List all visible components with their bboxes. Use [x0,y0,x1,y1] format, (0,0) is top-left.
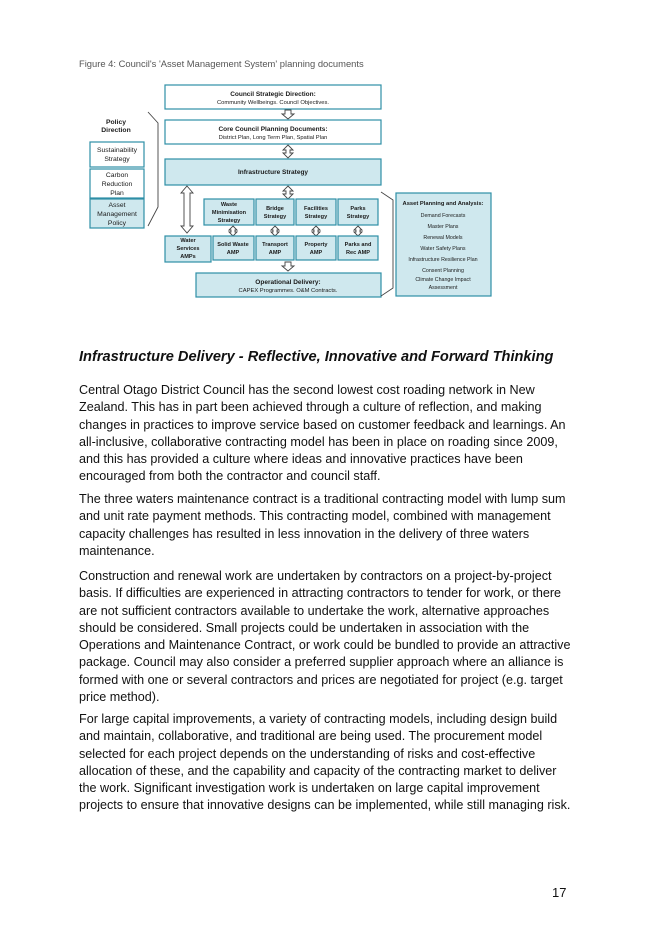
svg-text:Facilities: Facilities [304,206,328,212]
policy-direction-title: Policy [105,119,127,126]
paragraph: The three waters maintenance contract is a traditional contracting model with lump sum and unit rate payment methods. This contracting model, combined with management capacity challenges has resulted in less innovation in the delivery of three waters maintenance. [79,492,566,558]
svg-text:Parks: Parks [350,206,366,212]
svg-text:AMP: AMP [309,250,323,256]
svg-text:Waste: Waste [220,202,238,208]
figure-caption: Figure 4: Council's 'Asset Management System' planning documents [79,58,364,69]
carbon-reduction-plan-box [90,169,144,198]
svg-text:Climate Change Impact: Climate Change Impact [415,277,471,283]
svg-text:Master Plans: Master Plans [427,224,459,230]
water-services-amps-box [165,236,211,262]
asset-planning-title: Asset Planning and Analysis: [402,201,484,207]
core-planning-subtitle: District Plan, Long Term Plan, Spatial Plan [218,135,328,141]
svg-text:Water Safety Plans: Water Safety Plans [420,246,466,252]
strategic-direction-title: Council Strategic Direction: [230,91,316,98]
core-planning-title: Core Council Planning Documents: [218,126,328,133]
svg-text:AMP: AMP [268,250,282,256]
double-arrow-icon [283,145,293,158]
strategic-direction-subtitle: Community Wellbeings. Council Objectives. [216,100,330,106]
asset-management-policy-box [90,199,144,228]
down-arrow-icon [282,110,294,119]
parks-rec-amp-box [338,236,378,260]
double-arrow-icon [312,226,320,236]
policy-bracket [148,112,158,226]
svg-text:Parks and: Parks and [344,242,372,248]
svg-text:Renewal Models: Renewal Models [423,235,463,241]
double-arrow-icon [354,226,362,236]
asset-management-diagram [0,0,645,340]
double-arrow-icon [283,186,293,199]
svg-text:Strategy: Strategy [346,214,370,220]
svg-text:Strategy: Strategy [263,214,287,220]
double-arrow-icon [271,226,279,236]
svg-text:Infrastructure Resilience Plan: Infrastructure Resilience Plan [408,257,478,263]
paragraph: For large capital improvements, a variety of contracting models, including design build and maintain, collaborative, and traditional are being used. The procurement model selected for each project depends on the understanding of risks and cost-effective allocation of these, and the capability and capacity of the contracting market to deliver the work. Significant investigation work is undertaken on large capital improvement projects to ensure that innovative designs can be implemented, while still managing risk. [79,712,571,813]
asset-planning-box [396,193,491,296]
svg-text:Policy: Policy [107,220,127,227]
svg-text:Carbon: Carbon [105,172,129,179]
operational-delivery-title: Operational Delivery: [255,279,321,286]
facilities-strategy-box [296,199,336,225]
down-arrow-icon [282,262,294,271]
strategic-direction-box [165,85,381,109]
solid-waste-amp-box [213,236,254,260]
paragraph: Construction and renewal work are undertaken by contractors on a project-by-project basis. If difficulties are experienced in attracting contractors to tender for work, or there are not sufficient contractors available to undertake the work, alternative approaches should be considered. Small projects could be undertaken in association with the Operations and Maintenance Contract, or work could be bundled to provide an attractive package. Council may also consider a preferred supplier approach where an alliance is formed with one or several contractors and prices are negotiated for project (e.g. target price method). [79,569,571,705]
operational-delivery-subtitle: CAPEX Programmes. O&M Contracts. [238,288,338,294]
svg-text:Assessment: Assessment [428,285,458,291]
waste-minimisation-strategy-box [204,199,254,225]
svg-text:Asset: Asset [108,202,126,209]
svg-text:Services: Services [176,246,200,252]
svg-text:Strategy: Strategy [104,156,130,163]
policy-direction-title-2: Direction [101,127,131,134]
svg-text:Transport: Transport [262,242,288,248]
operational-delivery-box [196,273,381,297]
transport-amp-box [256,236,294,260]
parks-strategy-box [338,199,378,225]
svg-text:Management: Management [97,211,137,218]
svg-text:AMPs: AMPs [180,254,196,260]
svg-text:Water: Water [180,238,196,244]
svg-text:AMP: AMP [226,250,240,256]
sustainability-strategy-box [90,142,144,167]
page-number: 17 [552,885,567,900]
svg-text:Property: Property [304,242,328,248]
double-arrow-icon [229,226,237,236]
svg-text:Plan: Plan [110,190,124,197]
asset-planning-bracket [381,192,393,296]
svg-text:Bridge: Bridge [266,206,284,212]
vertical-double-arrow-icon [181,186,193,233]
svg-text:Strategy: Strategy [304,214,328,220]
svg-text:Solid Waste: Solid Waste [217,242,249,248]
section-heading: Infrastructure Delivery - Reflective, Innovative and Forward Thinking [79,349,554,365]
property-amp-box [296,236,336,260]
svg-text:Demand Forecasts: Demand Forecasts [420,213,466,219]
infrastructure-strategy-box [165,159,381,185]
svg-text:Reduction: Reduction [101,181,133,188]
core-planning-box [165,120,381,144]
svg-text:Consent Planning: Consent Planning [422,268,464,274]
svg-text:Sustainability: Sustainability [96,147,138,154]
svg-text:Minimisation: Minimisation [211,210,247,216]
svg-text:Strategy: Strategy [217,218,241,224]
paragraph: Central Otago District Council has the second lowest cost roading network in New Zealand. This has in part been achieved through a culture of reflection, and making changes in practices to improve service based on customer feedback and learnings. An all-inclusive, collaborative contracting model has been in place on roading since 2009, and this has provided a culture where ideas and innovative practices have been encouraged from both the contractor and council staff. [79,383,566,484]
bridge-strategy-box [256,199,294,225]
svg-text:Rec AMP: Rec AMP [345,250,371,256]
infrastructure-strategy-label: Infrastructure Strategy [237,169,309,176]
